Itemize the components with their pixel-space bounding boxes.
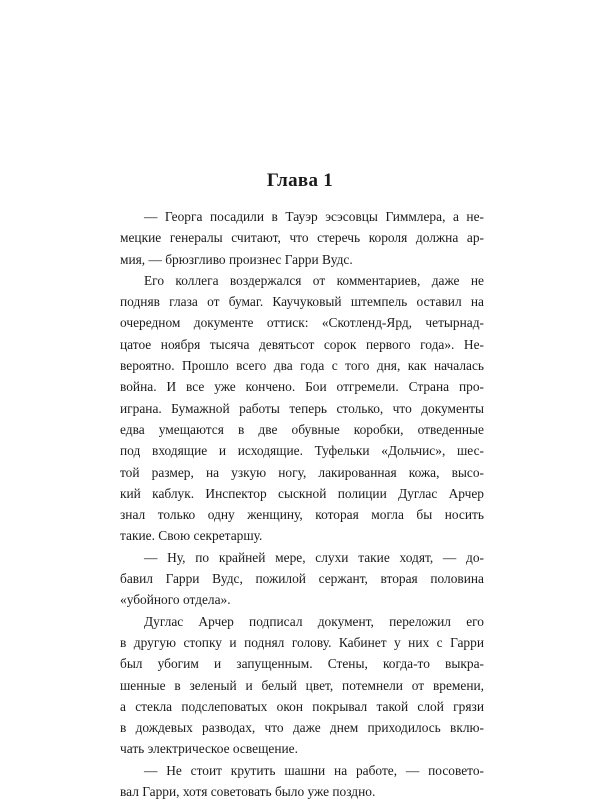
text-line: очередном документе оттиск: «Скотленд-Ярд, четырнад- (120, 315, 484, 331)
text-line: был убогим и запущенным. Стены, когда-то выкра- (120, 656, 484, 672)
paragraph (120, 547, 484, 611)
text-line: чать электрическое освещение. (120, 741, 298, 757)
text-line: той размер, на узкую ногу, лакированная кожа, высо- (120, 464, 484, 480)
text-line: такие. Свою секретаршу. (120, 528, 263, 544)
text-line: подняв глаза от бумаг. Каучуковый штемпель оставил на (120, 294, 484, 310)
text-line: бавил Гарри Вудс, пожилой сержант, вторая половина (120, 571, 484, 587)
text-line: — Георга посадили в Тауэр эсэсовцы Гиммлера, а не- (144, 209, 484, 224)
paragraph (120, 270, 484, 547)
text-line: — Не стоит крутить шашни на работе, — посовето- (144, 762, 484, 778)
text-line: Дуглас Арчер подписал документ, переложил его (144, 613, 484, 629)
text-line: — Ну, по крайней мере, слухи такие ходят, — до- (144, 549, 484, 565)
text-line: вал Гарри, хотя советовать было уже поздно. (120, 784, 376, 800)
text-line: Его коллега воздержался от комментариев, даже не (144, 272, 484, 288)
text-line: вероятно. Прошло всего два года с того дня, как началась (120, 358, 484, 374)
text-line: едва умещаются в две обувные коробки, отведенные (120, 421, 484, 437)
text-line: в дождевых разводах, что даже днем приходилось вклю- (120, 720, 484, 736)
paragraph (120, 760, 484, 802)
paragraph (120, 206, 484, 270)
text-line: шенные в зеленый и белый цвет, потемнели от времени, (120, 677, 484, 693)
text-line: под входящие и исходящие. Туфельки «Дольчис», шес- (120, 443, 484, 459)
text-line: мецкие генералы считают, что стеречь короля должна ар- (120, 230, 484, 246)
paragraph (120, 611, 484, 760)
text-line: знал только одну женщину, которая могла бы носить (120, 507, 484, 523)
text-line: война. И все уже кончено. Бои отгремели. Страна про- (120, 379, 484, 395)
text-line: мия, — брюзгливо произнес Гарри Вудс. (120, 251, 353, 267)
text-line: «убойного отдела». (120, 592, 231, 608)
text-line: а стекла подслеповатых окон покрывал такой слой грязи (120, 698, 484, 714)
body-text (120, 206, 484, 802)
chapter-title: Глава 1 (266, 170, 334, 191)
text-line: цатое ноября тысяча девятьсот сорок первого года». Не- (120, 336, 484, 352)
text-line: в другую стопку и поднял голову. Кабинет у них с Гарри (120, 634, 484, 650)
text-line: кий каблук. Инспектор сыскной полиции Дуглас Арчер (120, 485, 484, 501)
text-line: играна. Бумажной работы теперь столько, что документы (120, 400, 484, 416)
